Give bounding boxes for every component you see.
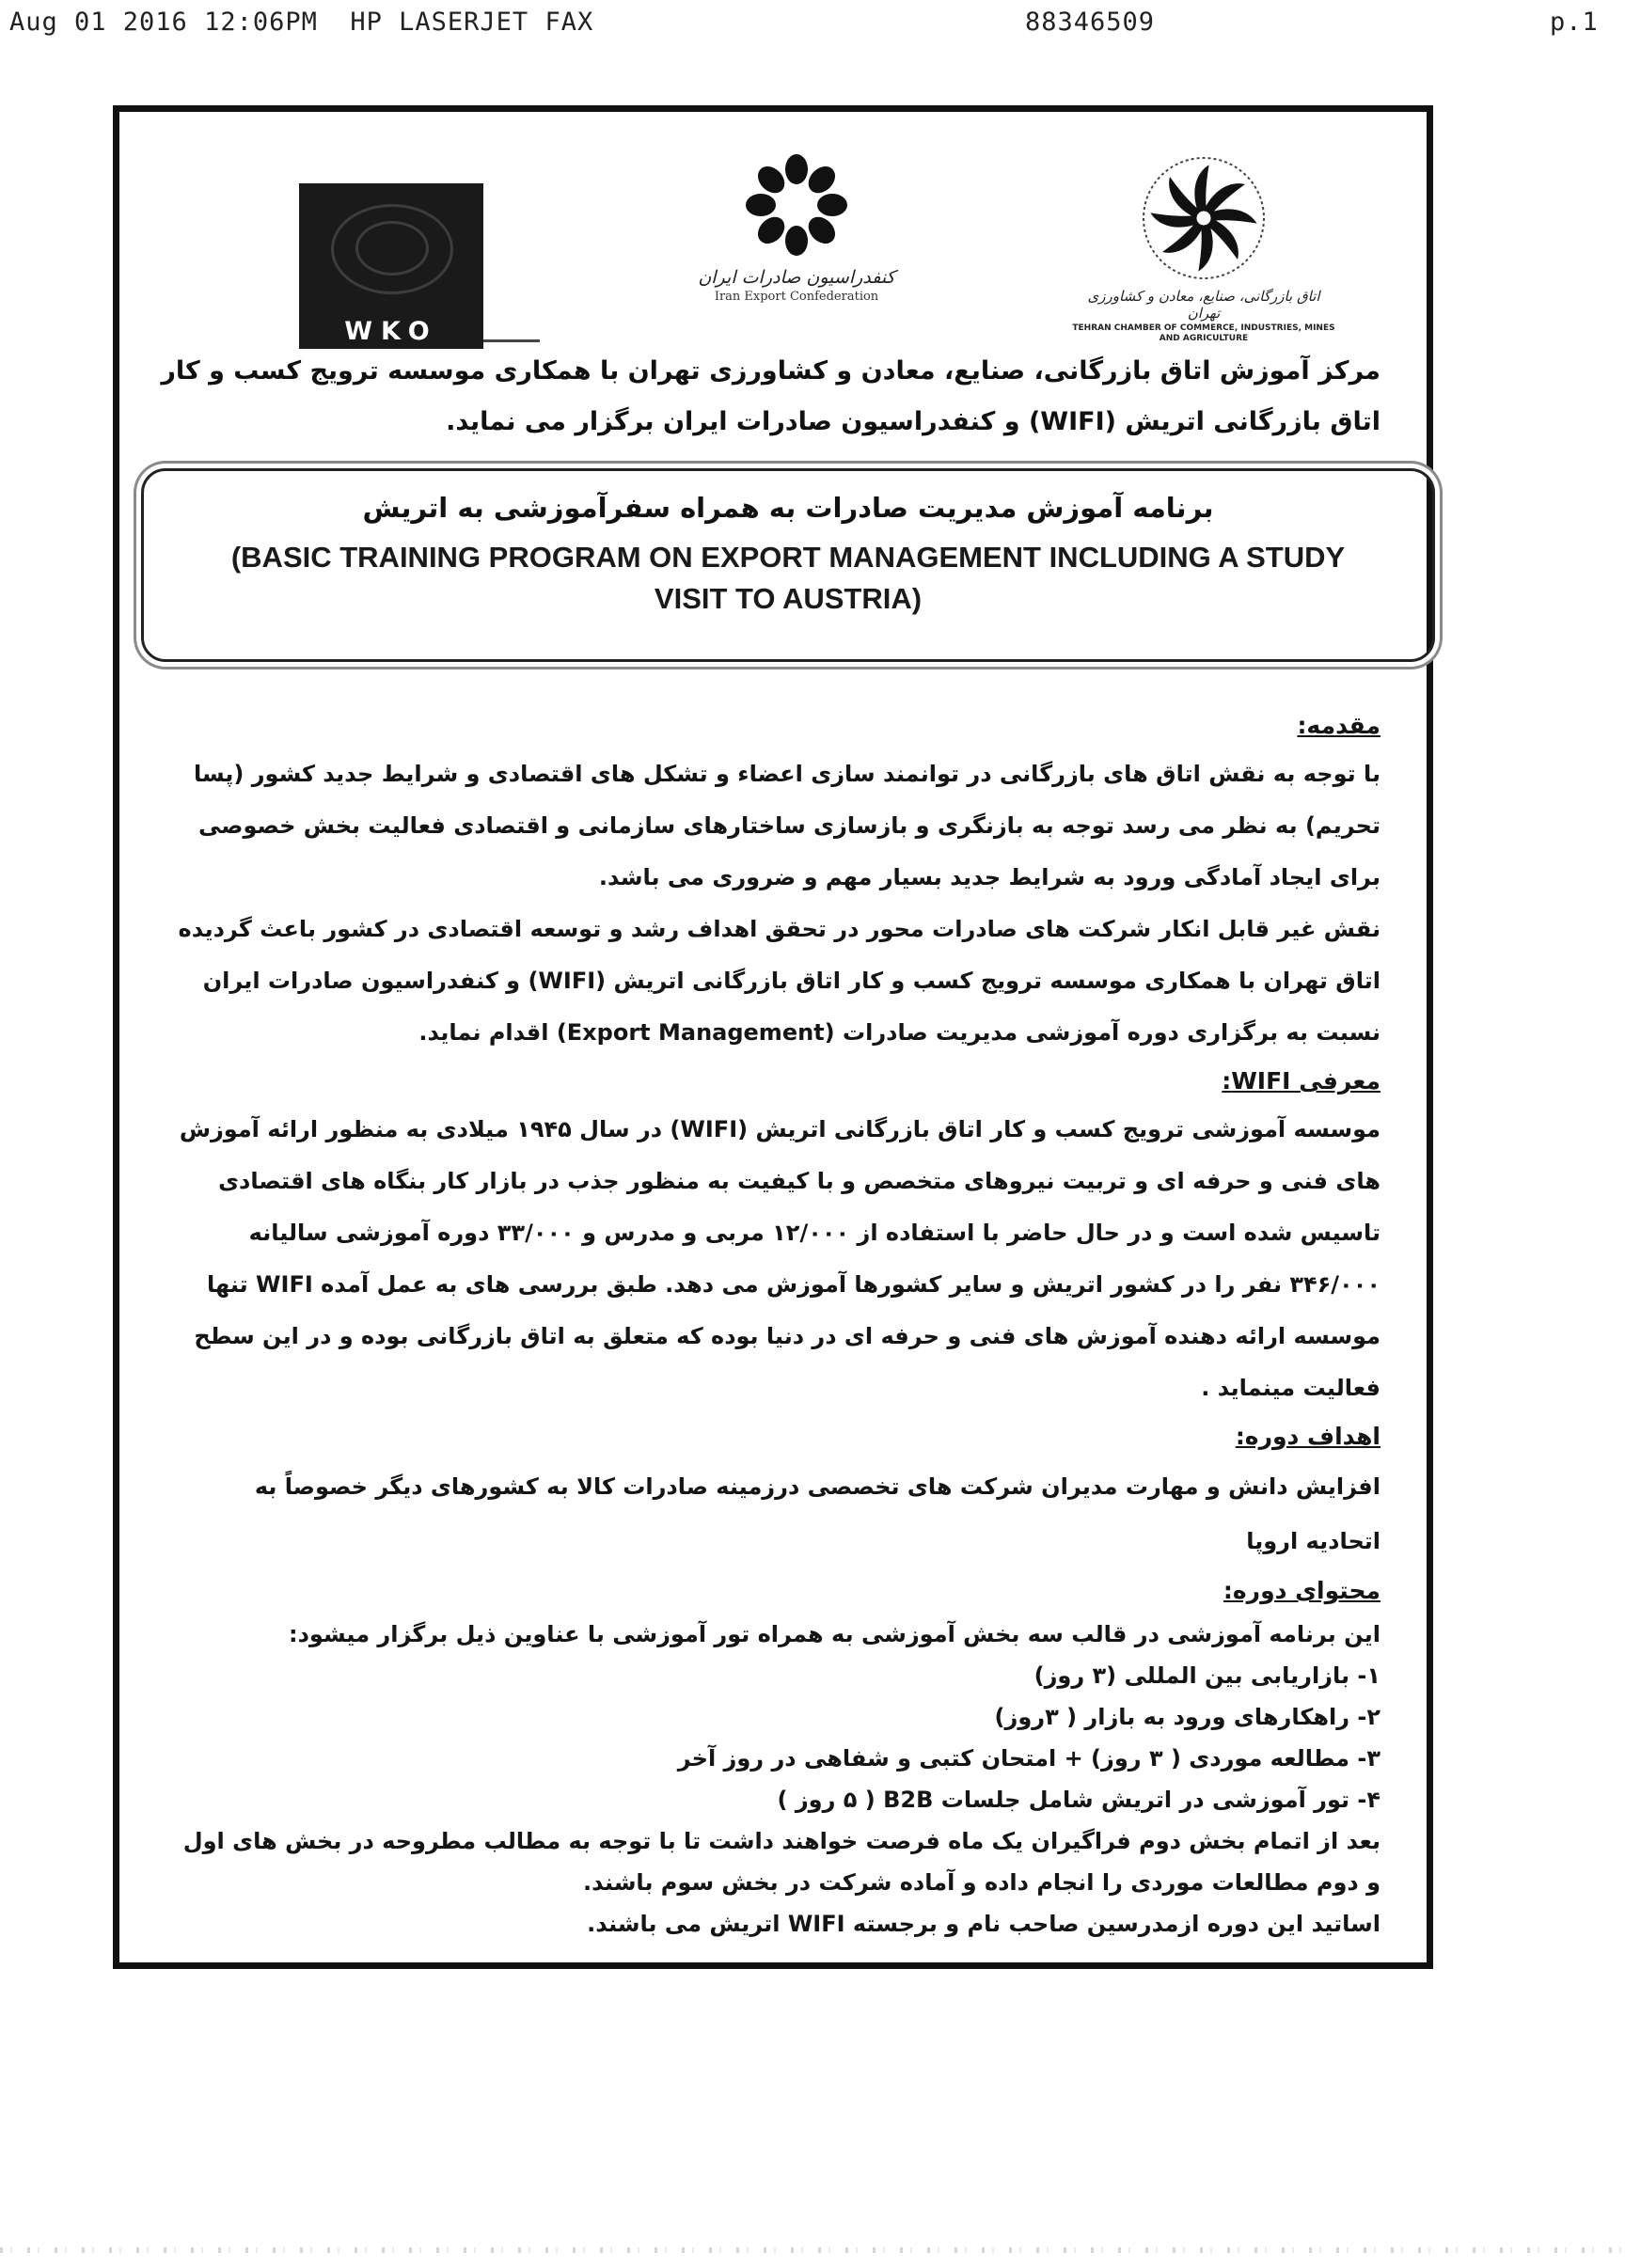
program-title-box [141,468,1435,662]
intro-paragraph-2: نقش غیر قابل انکار شرکت های صادرات محور در تحقق اهداف رشد و توسعه اقتصادی در کشور باعث گردیده اتاق تهران با همکاری موسسه ترویج کسب و کار اتاق بازرگانی اتریش (WIFI) و کنفدراسیون صادرات ایران نسبت به برگزاری دوره آموزشی مدیریت صادرات (Export Management) اقدام نماید. [178,916,1380,1046]
tec-logo [679,150,914,348]
tcc-logo-name-en: TEHRAN CHAMBER OF COMMERCE, INDUSTRIES, MINES AND AGRICULTURE [1072,323,1335,343]
wko-logo-text: WKO [299,315,483,349]
section-heading-wifi: معرفی WIFI: [1222,1067,1380,1095]
fax-page: p.1 [1550,8,1599,37]
tec-logo-name-en: Iran Export Confederation [714,290,879,304]
fax-date: Aug 01 2016 12:06PM HP LASERJET FAX [9,8,594,37]
goals-paragraph: افزایش دانش و مهارت مدیران شرکت های تخصصی درزمینه صادرات کالا به کشورهای دیگر خصوصاً به اتحادیه اروپا [254,1473,1380,1554]
document-body [177,703,1380,1945]
tcc-logo-name-fa: اتاق بازرگانی، صنایع، معادن و کشاورزی تهران [1087,288,1320,322]
instructors-paragraph: اساتید این دوره ازمدرسین صاحب نام و برجسته WIFI اتریش می باشند. [587,1911,1380,1937]
wko-logo [299,183,483,349]
wko-logo-rule [483,339,540,342]
list-item: ۳- مطالعه موردی ( ۳ روز) + امتحان کتبی و شفاهی در روز آخر [677,1745,1380,1772]
content-intro: این برنامه آموزشی در قالب سه بخش آموزشی به همراه تور آموزشی با عناوین ذیل برگزار میشود: [289,1621,1380,1647]
tcc-logo [1072,152,1335,359]
intro-paragraph: مرکز آموزش اتاق بازرگانی، صنایع، معادن و کشاورزی تهران با همکاری موسسه ترویج کسب و کار اتاق بازرگانی اتریش (WIFI) و کنفدراسیون صادرات ایران برگزار می نماید. [161,356,1380,436]
list-item: ۲- راهکارهای ورود به بازار ( ۳روز) [994,1704,1380,1730]
list-item: ۴- تور آموزشی در اتریش شامل جلسات B2B ( ۵ روز ) [777,1787,1380,1813]
tec-logo-name-fa: کنفدراسیون صادرات ایران [698,267,895,288]
fax-header [0,8,1625,45]
list-item: ۱- بازاریابی بین المللی (۳ روز) [1033,1662,1380,1689]
section-heading-content: محتوای دوره: [1223,1577,1380,1604]
wko-logo-badge [299,183,483,315]
fax-number: 88346509 [1025,8,1156,37]
after-paragraph: بعد از اتمام بخش دوم فراگیران یک ماه فرصت خواهند داشت تا با توجه به مطالب مطروحه در بخش های اول و دوم مطالعات موردی را انجام داده و آماده شرکت در بخش سوم باشند. [182,1828,1380,1896]
section-heading-intro: مقدمه: [1297,712,1380,739]
program-title-fa: برنامه آموزش مدیریت صادرات به همراه سفرآموزشی به اتریش [362,492,1214,524]
tcc-logo-mark [1133,152,1274,284]
program-title-en: (BASIC TRAINING PROGRAM ON EXPORT MANAGEMENT INCLUDING A STUDY VISIT TO AUSTRIA) [230,541,1346,615]
content-list [177,1655,1380,1820]
wifi-paragraph: موسسه آموزشی ترویج کسب و کار اتاق بازرگانی اتریش (WIFI) در سال ۱۹۴۵ میلادی به منظور ارائه آموزش های فنی و حرفه ای و تربیت نیروهای متخصص و با کیفیت به منظور جذب در بازار کار بنگاه های اقتصادی تاسیس شده است و در حال حاضر با استفاده از ۱۲/۰۰۰ مربی و مدرس و ۳۳/۰۰۰ دوره آموزشی سالیانه ۳۴۶/۰۰۰ نفر را در کشور اتریش و سایر کشورها آموزش می دهد. طبق بررسی های به عمل آمده WIFI تنها موسسه ارائه دهنده آموزش های فنی و حرفه ای در دنیا بوده که متعلق به اتاق بازرگانی بوده و در این سطح فعالیت مینماید . [179,1116,1380,1401]
tec-logo-mark [735,150,858,263]
scan-noise-line [0,2247,1625,2253]
intro-paragraph-1: با توجه به نقش اتاق های بازرگانی در توانمند سازی اعضاء و تشکل های اقتصادی و شرایط جدید کشور (پسا تحریم) به نظر می رسد توجه به بازنگری و بازسازی ساختارهای سازمانی و اقتصادی فعالیت بخش خصوصی برای ایجاد آمادگی ورود به شرایط جدید بسیار مهم و ضروری می باشد. [193,761,1380,890]
section-heading-goals: اهداف دوره: [1235,1423,1380,1450]
fax-device: HP LASERJET FAX [350,8,594,37]
